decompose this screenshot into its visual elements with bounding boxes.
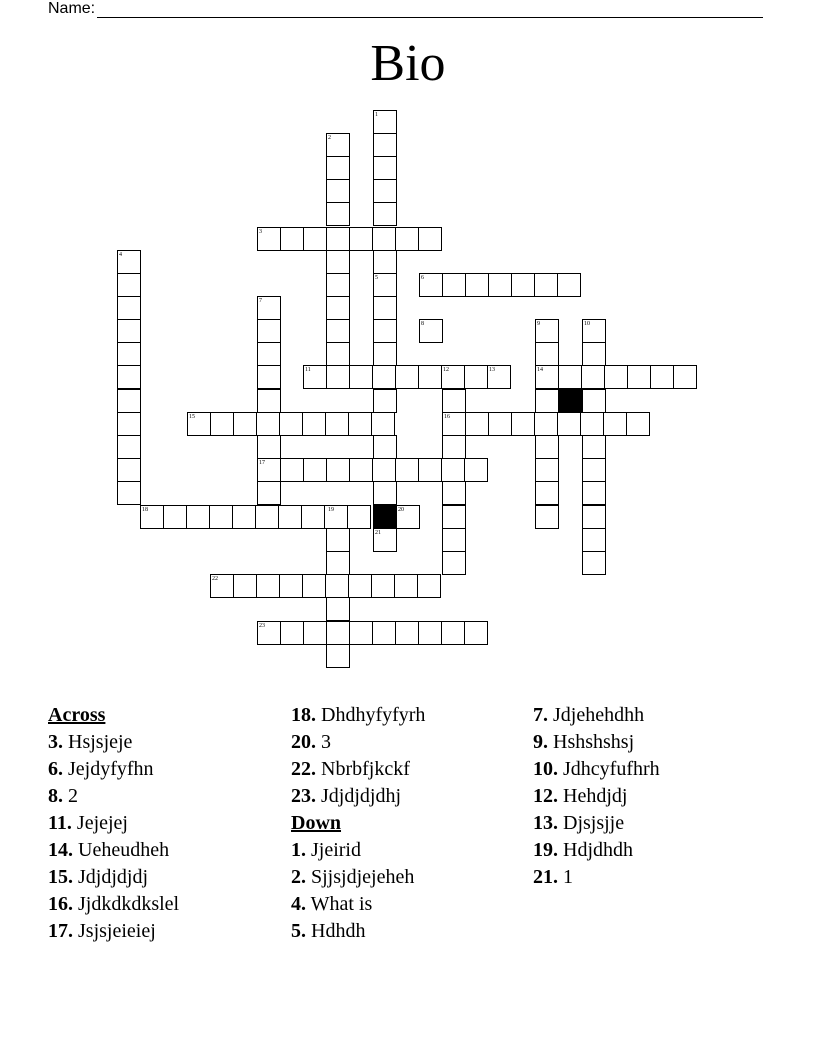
grid-cell[interactable] [348, 412, 372, 436]
cell-number: 17 [259, 460, 265, 466]
grid-cell[interactable] [325, 412, 349, 436]
grid-cell[interactable] [117, 435, 141, 459]
grid-cell[interactable] [326, 156, 350, 180]
clue-down-12: 12. Hehdjdj [533, 785, 628, 807]
grid-cell[interactable] [303, 458, 327, 482]
grid-cell[interactable] [117, 389, 141, 413]
grid-cell[interactable] [373, 435, 397, 459]
cell-number: 12 [443, 367, 449, 373]
clue-across-3: 3. Hsjsjeje [48, 731, 133, 753]
grid-cell[interactable] [373, 202, 397, 226]
grid-cell[interactable] [535, 389, 559, 413]
grid-cell[interactable] [233, 574, 257, 598]
cell-number: 14 [537, 367, 543, 373]
grid-cell[interactable] [117, 319, 141, 343]
grid-cell[interactable] [210, 412, 234, 436]
cell-number: 7 [259, 298, 262, 304]
clue-column-2 [291, 702, 425, 945]
cell-number: 1 [375, 112, 378, 118]
grid-cell[interactable] [511, 412, 535, 436]
grid-cell[interactable] [301, 505, 325, 529]
grid-cell[interactable] [535, 458, 559, 482]
clue-down-9: 9. Hshshshsj [533, 731, 635, 753]
grid-cell[interactable] [209, 505, 233, 529]
clue-across-15: 15. Jdjdjdjdj [48, 866, 149, 888]
grid-cell[interactable] [488, 412, 512, 436]
grid-cell[interactable] [303, 621, 327, 645]
cell-number: 10 [584, 321, 590, 327]
grid-cell[interactable] [442, 505, 466, 529]
grid-cell[interactable] [326, 342, 350, 366]
grid-cell[interactable] [279, 574, 303, 598]
black-cell [373, 505, 397, 529]
grid-cell[interactable] [650, 365, 674, 389]
grid-cell[interactable] [582, 481, 606, 505]
grid-cell[interactable] [256, 574, 280, 598]
grid-cell[interactable] [465, 273, 489, 297]
grid-cell[interactable] [373, 389, 397, 413]
grid-cell[interactable] [117, 481, 141, 505]
grid-cell[interactable] [604, 365, 628, 389]
cell-number: 4 [119, 252, 122, 258]
clue-down-4: 4. What is [291, 893, 373, 915]
grid-cell[interactable] [418, 365, 442, 389]
grid-cell[interactable] [349, 227, 373, 251]
cell-number: 22 [212, 576, 218, 582]
cell-number: 3 [259, 229, 262, 235]
clues-section [0, 700, 816, 1000]
grid-cell[interactable] [626, 412, 650, 436]
clue-across-11: 11. Jejejej [48, 812, 128, 834]
grid-cell[interactable] [441, 458, 465, 482]
grid-cell[interactable] [465, 412, 489, 436]
grid-cell[interactable] [326, 179, 350, 203]
grid-cell[interactable] [257, 389, 281, 413]
grid-cell[interactable] [117, 296, 141, 320]
grid-cell[interactable] [326, 273, 350, 297]
clue-down-19: 19. Hdjdhdh [533, 839, 633, 861]
grid-cell[interactable] [117, 342, 141, 366]
grid-cell[interactable] [557, 273, 581, 297]
grid-cell[interactable] [511, 273, 535, 297]
grid-cell[interactable] [280, 458, 304, 482]
grid-cell[interactable] [371, 574, 395, 598]
grid-cell[interactable] [326, 458, 350, 482]
grid-cell[interactable] [557, 412, 581, 436]
grid-cell[interactable] [278, 505, 302, 529]
grid-cell[interactable] [349, 621, 373, 645]
grid-cell[interactable] [442, 273, 466, 297]
grid-cell[interactable] [535, 435, 559, 459]
grid-cell[interactable] [232, 505, 256, 529]
grid-cell[interactable] [535, 481, 559, 505]
grid-cell[interactable] [373, 133, 397, 157]
grid-cell[interactable] [582, 505, 606, 529]
grid-cell[interactable] [581, 365, 605, 389]
grid-cell[interactable] [256, 412, 280, 436]
grid-cell[interactable] [373, 296, 397, 320]
grid-cell[interactable] [418, 227, 442, 251]
cell-number: 5 [375, 275, 378, 281]
grid-cell[interactable] [163, 505, 187, 529]
grid-cell[interactable] [395, 621, 419, 645]
cell-number: 2 [328, 135, 331, 141]
clue-down-2: 2. Sjjsjdjejeheh [291, 866, 415, 888]
grid-cell[interactable] [373, 179, 397, 203]
grid-cell[interactable] [372, 458, 396, 482]
clue-column-3 [533, 702, 660, 891]
grid-cell[interactable] [395, 365, 419, 389]
grid-cell[interactable] [442, 551, 466, 575]
grid-cell[interactable] [371, 412, 395, 436]
grid-cell[interactable] [373, 319, 397, 343]
grid-cell[interactable] [348, 574, 372, 598]
grid-cell[interactable] [280, 621, 304, 645]
clue-down-10: 10. Jdhcyfufhrh [533, 758, 660, 780]
grid-cell[interactable] [257, 342, 281, 366]
grid-cell[interactable] [326, 621, 350, 645]
grid-cell[interactable] [442, 528, 466, 552]
grid-cell[interactable] [233, 412, 257, 436]
grid-cell[interactable] [372, 621, 396, 645]
grid-cell[interactable] [534, 412, 558, 436]
grid-cell[interactable] [582, 528, 606, 552]
grid-cell[interactable] [326, 296, 350, 320]
cell-number: 9 [537, 321, 540, 327]
clue-down-1: 1. Jjeirid [291, 839, 361, 861]
grid-cell[interactable] [326, 227, 350, 251]
grid-cell[interactable] [257, 319, 281, 343]
grid-cell[interactable] [326, 528, 350, 552]
cell-number: 23 [259, 623, 265, 629]
puzzle-title: Bio [370, 35, 446, 92]
clue-down-13: 13. Djsjsjje [533, 812, 625, 834]
cell-number: 6 [421, 275, 424, 281]
grid-cell[interactable] [303, 227, 327, 251]
grid-cell[interactable] [117, 458, 141, 482]
grid-cell[interactable] [395, 227, 419, 251]
grid-cell[interactable] [257, 365, 281, 389]
name-label: Name: [48, 0, 96, 17]
clue-across-14: 14. Ueheudheh [48, 839, 170, 861]
grid-cell[interactable] [257, 435, 281, 459]
grid-cell[interactable] [442, 435, 466, 459]
down-heading: Down [291, 812, 342, 834]
grid-cell[interactable] [326, 319, 350, 343]
across-heading: Across [48, 704, 106, 726]
grid-cell[interactable] [326, 365, 350, 389]
grid-cell[interactable] [417, 574, 441, 598]
cell-number: 13 [489, 367, 495, 373]
grid-cell[interactable] [186, 505, 210, 529]
clue-across-17: 17. Jsjsjeieiej [48, 920, 156, 942]
black-cell [558, 389, 582, 413]
grid-cell[interactable] [488, 273, 512, 297]
grid-cell[interactable] [349, 365, 373, 389]
grid-cell[interactable] [280, 227, 304, 251]
grid-cell[interactable] [464, 365, 488, 389]
grid-cell[interactable] [325, 574, 349, 598]
grid-cell[interactable] [372, 227, 396, 251]
grid-cell[interactable] [418, 621, 442, 645]
grid-cell[interactable] [603, 412, 627, 436]
grid-cell[interactable] [347, 505, 371, 529]
cell-number: 11 [305, 367, 311, 373]
grid-cell[interactable] [349, 458, 373, 482]
grid-cell[interactable] [582, 435, 606, 459]
grid-cell[interactable] [117, 273, 141, 297]
grid-cell[interactable] [279, 412, 303, 436]
cell-number: 18 [142, 507, 148, 513]
clue-across-8: 8. 2 [48, 785, 78, 807]
grid-cell[interactable] [117, 365, 141, 389]
grid-cell[interactable] [627, 365, 651, 389]
grid-cell[interactable] [558, 365, 582, 389]
clue-down-5: 5. Hdhdh [291, 920, 366, 942]
grid-cell[interactable] [582, 389, 606, 413]
cell-number: 16 [444, 414, 450, 420]
grid-cell[interactable] [373, 250, 397, 274]
grid-cell[interactable] [582, 342, 606, 366]
grid-cell[interactable] [255, 505, 279, 529]
cell-number: 20 [398, 507, 404, 513]
grid-cell[interactable] [580, 412, 604, 436]
clue-across-16: 16. Jjdkdkdkslel [48, 893, 180, 915]
grid-cell[interactable] [464, 458, 488, 482]
clue-across-18: 18. Dhdhyfyfyrh [291, 704, 426, 726]
grid-cell[interactable] [582, 551, 606, 575]
grid-cell[interactable] [464, 621, 488, 645]
clue-across-22: 22. Nbrbfjkckf [291, 758, 410, 780]
cell-number: 19 [328, 507, 334, 513]
grid-cell[interactable] [442, 389, 466, 413]
grid-cell[interactable] [418, 458, 442, 482]
cell-number: 8 [421, 321, 424, 327]
grid-cell[interactable] [326, 551, 350, 575]
grid-cell[interactable] [535, 505, 559, 529]
clue-across-6: 6. Jejdyfyfhn [48, 758, 154, 780]
clue-down-21: 21. 1 [533, 866, 573, 888]
grid-cell[interactable] [441, 621, 465, 645]
grid-cell[interactable] [395, 458, 419, 482]
grid-cell[interactable] [326, 250, 350, 274]
grid-cell[interactable] [326, 597, 350, 621]
grid-cell[interactable] [394, 574, 418, 598]
clue-column-1 [48, 702, 179, 945]
clue-across-20: 20. 3 [291, 731, 331, 753]
clue-down-7: 7. Jdjehehdhh [533, 704, 645, 726]
grid-cell[interactable] [373, 342, 397, 366]
grid-cell[interactable] [117, 412, 141, 436]
grid-cell[interactable] [326, 202, 350, 226]
grid-cell[interactable] [372, 365, 396, 389]
cell-number: 15 [189, 414, 195, 420]
grid-cell[interactable] [326, 644, 350, 668]
grid-cell[interactable] [582, 458, 606, 482]
grid-cell[interactable] [302, 574, 326, 598]
grid-cell[interactable] [442, 481, 466, 505]
grid-cell[interactable] [302, 412, 326, 436]
grid-cell[interactable] [373, 156, 397, 180]
grid-cell[interactable] [534, 273, 558, 297]
grid-cell[interactable] [535, 342, 559, 366]
grid-cell[interactable] [673, 365, 697, 389]
grid-cell[interactable] [373, 481, 397, 505]
cell-number: 21 [375, 530, 381, 536]
clue-across-23: 23. Jdjdjdjdhj [291, 785, 402, 807]
grid-cell[interactable] [257, 481, 281, 505]
